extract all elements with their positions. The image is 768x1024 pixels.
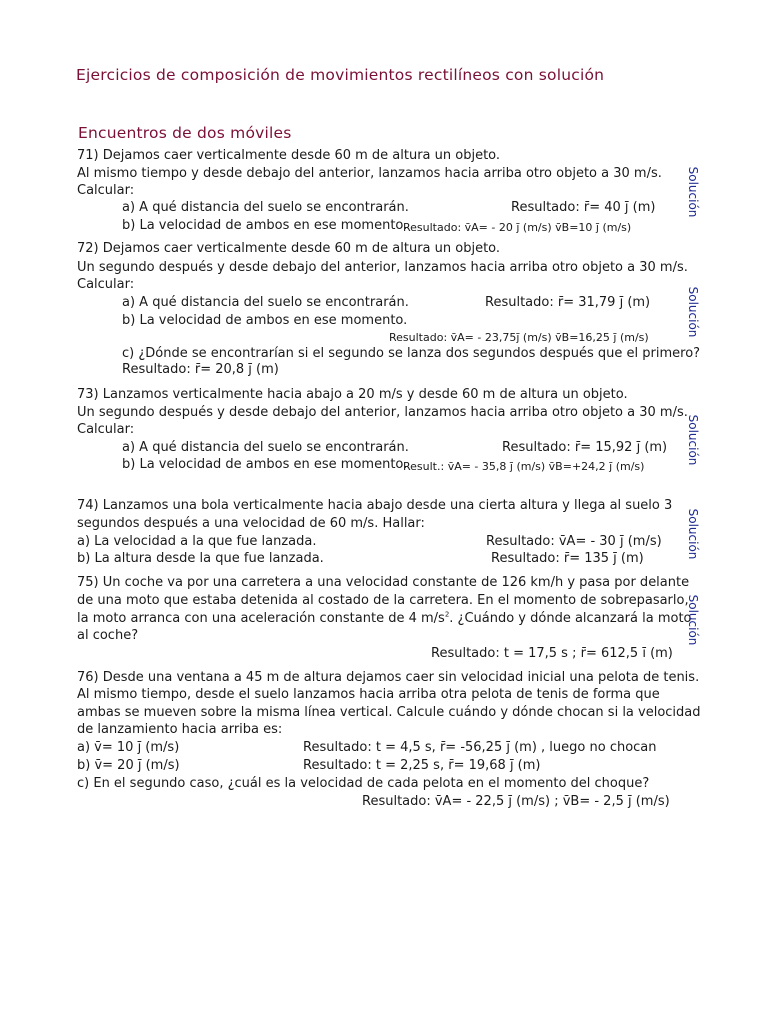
exercise-75-line-1: 75) Un coche va por una carretera a una velocidad constante de 126 km/h y pasa por delante [77, 575, 690, 590]
exercise-76-question-c: c) En el segundo caso, ¿cuál es la velocidad de cada pelota en el momento del choque? [77, 776, 650, 791]
exercise-76-line-2: Al mismo tiempo, desde el suelo lanzamos hacia arriba otra pelota de tenis de forma que [77, 687, 660, 702]
solution-link-74-label: Solución [686, 508, 700, 560]
exercise-71-line-2: Al mismo tiempo y desde debajo del anterior, lanzamos hacia arriba otro objeto a 30 m/s. [77, 166, 662, 181]
exercise-73-result-a: Resultado: r̄= 15,92 j̄ (m) [502, 440, 668, 455]
exercise-76-line-4: de lanzamiento hacia arriba es: [77, 722, 283, 737]
exercise-73-line-2: Un segundo después y desde debajo del anterior, lanzamos hacia arriba otro objeto a 30 m/s. [77, 405, 688, 420]
exercise-73-question-b: b) La velocidad de ambos en ese momento. [122, 457, 408, 472]
exercise-72-question-a: a) A qué distancia del suelo se encontrarán. [122, 295, 409, 310]
exercise-73-line-1: 73) Lanzamos verticalmente hacia abajo a 20 m/s y desde 60 m de altura un objeto. [77, 387, 628, 402]
solution-link-73-label: Solución [686, 414, 700, 466]
page-title: Ejercicios de composición de movimientos rectilíneos con solución [76, 66, 605, 84]
solution-link-71[interactable] [686, 166, 700, 218]
exercise-76-result-c: Resultado: v̄A= - 22,5 j̄ (m/s) ; v̄B= - 2,5 j̄ (m/s) [362, 794, 670, 809]
exercise-71-result-b: Resultado: v̄A= - 20 j̄ (m/s) v̄B=10 j̄ (m/s) [403, 221, 632, 234]
exercise-71-line-3: Calcular: [77, 183, 135, 198]
exercise-72-result-a: Resultado: r̄= 31,79 j̄ (m) [485, 295, 651, 310]
exercise-73-line-3: Calcular: [77, 422, 135, 437]
exercise-71-question-b: b) La velocidad de ambos en ese momento. [122, 218, 408, 233]
exercise-72-line-3: Calcular: [77, 277, 135, 292]
solution-link-74[interactable] [686, 508, 700, 560]
exercise-75-line-3-text: la moto arranca con una aceleración constante de 4 m/s [77, 611, 445, 626]
exercise-75-exponent: 2 [444, 610, 450, 619]
exercise-72-question-c: c) ¿Dónde se encontrarían si el segundo se lanza dos segundos después que el primero? [122, 346, 701, 361]
exercise-73-question-a: a) A qué distancia del suelo se encontrarán. [122, 440, 409, 455]
exercise-72-line-1: 72) Dejamos caer verticalmente desde 60 m de altura un objeto. [77, 241, 501, 256]
exercise-73-result-b: Result.: v̄A= - 35,8 j̄ (m/s) v̄B=+24,2 j̄ (m/s) [403, 460, 645, 473]
exercise-75-result: Resultado: t = 17,5 s ; r̄= 612,5 ī (m) [431, 646, 673, 661]
exercise-72-result-b: Resultado: v̄A= - 23,75j̄ (m/s) v̄B=16,25 j̄ (m/s) [389, 331, 649, 344]
exercise-71-line-1: 71) Dejamos caer verticalmente desde 60 m de altura un objeto. [77, 148, 501, 163]
exercise-74-line-1: 74) Lanzamos una bola verticalmente hacia abajo desde una cierta altura y llega al suelo 3 [77, 498, 673, 513]
exercise-75-line-4: al coche? [77, 628, 139, 643]
solution-link-73[interactable] [686, 414, 700, 466]
exercise-72-line-2: Un segundo después y desde debajo del anterior, lanzamos hacia arriba otro objeto a 30 m/s. [77, 260, 688, 275]
exercise-75-line-3 [77, 610, 692, 628]
exercise-74-question-b: b) La altura desde la que fue lanzada. [77, 551, 324, 566]
solution-link-75-label: Solución [686, 594, 700, 646]
solution-link-71-label: Solución [686, 166, 700, 218]
exercise-76-result-b: Resultado: t = 2,25 s, r̄= 19,68 j̄ (m) [303, 758, 541, 773]
exercise-76-question-b: b) v̄= 20 j̄ (m/s) [77, 758, 180, 773]
exercise-74-line-2: segundos después a una velocidad de 60 m/s. Hallar: [77, 516, 425, 531]
exercise-76-line-3: ambas se mueven sobre la misma línea vertical. Calcule cuándo y dónde chocan si la velocidad [77, 705, 701, 720]
exercise-74-result-b: Resultado: r̄= 135 j̄ (m) [491, 551, 644, 566]
exercise-74-question-a: a) La velocidad a la que fue lanzada. [77, 534, 317, 549]
exercise-71-question-a: a) A qué distancia del suelo se encontrarán. [122, 200, 409, 215]
exercise-72-question-b: b) La velocidad de ambos en ese momento. [122, 313, 408, 328]
exercise-76-result-a: Resultado: t = 4,5 s, r̄= -56,25 j̄ (m) , luego no chocan [303, 740, 657, 755]
solution-link-72-label: Solución [686, 286, 700, 338]
exercise-75-line-3-continued: . ¿Cuándo y dónde alcanzará la moto [449, 611, 692, 626]
exercise-76-line-1: 76) Desde una ventana a 45 m de altura dejamos caer sin velocidad inicial una pelota de tenis. [77, 670, 700, 685]
exercise-71-result-a: Resultado: r̄= 40 j̄ (m) [511, 200, 656, 215]
solution-link-72[interactable] [686, 286, 700, 338]
solution-link-75[interactable] [686, 594, 700, 646]
exercise-72-result-c: Resultado: r̄= 20,8 j̄ (m) [122, 362, 279, 377]
exercise-76-question-a: a) v̄= 10 j̄ (m/s) [77, 740, 180, 755]
exercise-74-result-a: Resultado: v̄A= - 30 j̄ (m/s) [486, 534, 662, 549]
section-heading: Encuentros de dos móviles [78, 124, 292, 142]
exercise-75-line-2: de una moto que estaba detenida al costado de la carretera. En el momento de sobrepasarlo, [77, 593, 689, 608]
